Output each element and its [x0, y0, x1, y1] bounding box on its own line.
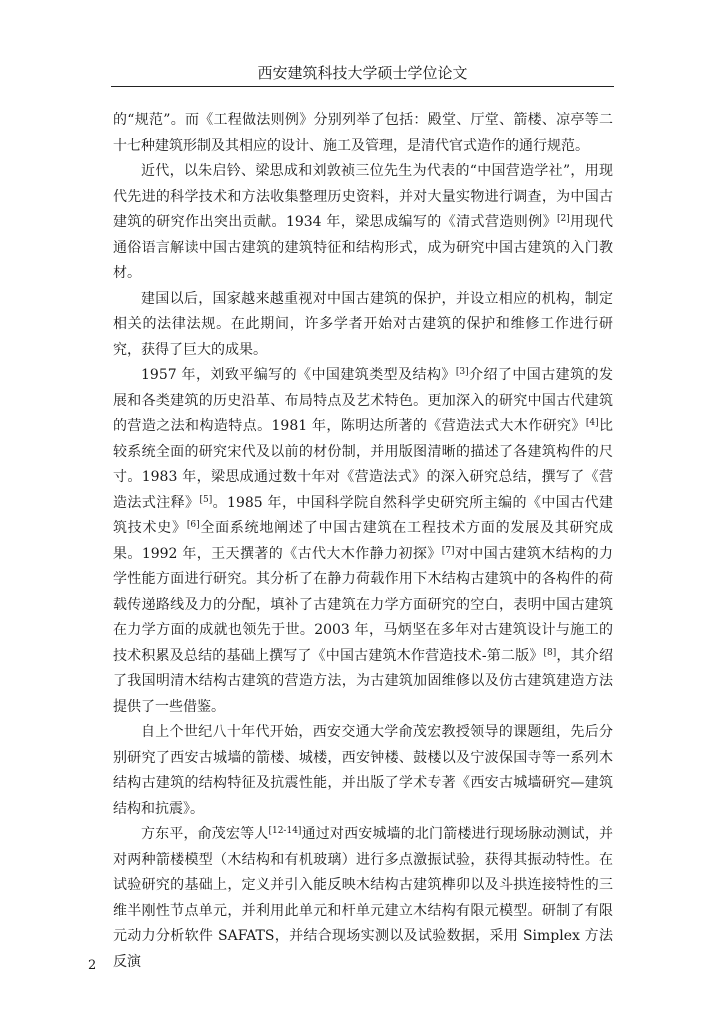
- paragraph-5-text: 自上个世纪八十年代开始，西安交通大学俞茂宏教授领导的课题组，先后分别研究了西安古城墙的箭楼、城楼，西安钟楼、鼓楼以及宁波保国寺等一系列木结构古建筑的结构特征及抗震性能，并出版了学术专著《西安古城墙研究—建筑结构和抗震》。: [113, 724, 613, 817]
- paragraph-4-text: 介绍了中国古建筑的发展和各类建筑的历史沿革、布局特点及艺术特色。更加深入的研究中国古代建筑的营造之法和构造特点。1981 年，陈明达所著的《营造法式大木作研究》: [113, 367, 613, 434]
- paragraph-4-text: 。1985 年，中国科学院自然科学史研究所主编的《中国古代建筑技术史》: [113, 494, 614, 536]
- paragraph-2-text-cont: 用现代通俗语言解读中国古建筑的建筑特征和结构形式，成为研究中国古建筑的入门教材。: [113, 214, 614, 281]
- paragraph-1-text: 的“规范”。而《工程做法则例》分别列举了包括：殿堂、厅堂、箭楼、凉亭等二十七种建筑形制及其相应的设计、施工及管理，是清代官式造作的通行规范。: [113, 112, 613, 154]
- paragraph-4-text: 1957 年，刘致平编写的《中国建筑类型及结构》: [141, 367, 456, 383]
- paragraph-6-text-cont: 通过对西安城墙的北门箭楼进行现场脉动测试，并对两种箭楼模型（木结构和有机玻璃）进行多点激振试验，获得其振动特性。在试验研究的基础上，定义并引入能反映木结构古建筑榫卯以及斗拱连接特性的三维半刚性节点单元，并利用此单元和杆单元建立木结构有限元模型。研制了有限元动力分析软件 SAFATS，并结合现场实测以及试验数据，采用 Simplex 方法反演: [113, 826, 614, 970]
- paragraph-5: [113, 720, 613, 822]
- running-header: [111, 60, 614, 87]
- paragraph-4-text: 对中国古建筑木结构的力学性能方面进行研究。其分析了在静力荷载作用下木结构古建筑中的各构件的荷载传递路线及力的分配，填补了古建筑在力学方面研究的空白，表明中国古建筑在力学方面的成就也领先于世。2003 年，马炳坚在多年对古建筑设计与施工的技术积累及总结的基础上撰写了《中国古建筑木作营造技术-第二版》: [113, 545, 614, 664]
- thesis-header-title: 西安建筑科技大学硕士学位论文: [257, 64, 468, 82]
- paragraph-3: [113, 287, 613, 364]
- paragraph-6: [113, 822, 613, 975]
- paragraph-2: [113, 159, 613, 287]
- paragraph-4: [113, 363, 613, 720]
- citation-ref: [4]: [585, 418, 599, 428]
- citation-ref: [6]: [186, 520, 200, 530]
- citation-ref: [5]: [199, 494, 213, 505]
- paragraph-3-text: 建国以后，国家越来越重视对中国古建筑的保护，并设立相应的机构，制定相关的法律法规。在此期间，许多学者开始对古建筑的保护和维修工作进行研究，获得了巨大的成果。: [113, 290, 613, 358]
- citation-ref: [3]: [455, 367, 469, 377]
- citation-ref: [2]: [557, 214, 570, 224]
- paragraph-6-text: 方东平，俞茂宏等人: [141, 826, 269, 842]
- paragraph-4-text: 比较系统全面的研究宋代及以前的材份制，并用版图清晰的描述了各建筑构件的尺寸。1983 年，梁思成通过数十年对《营造法式》的深入研究总结，撰写了《营造法式注释》: [113, 418, 614, 511]
- paragraph-2-text: 近代，以朱启钤、梁思成和刘敦祯三位先生为代表的“中国营造学社”，用现代先进的科学技术和方法收集整理历史资料，并对大量实物进行调查，为中国古建筑的研究作出突出贡献。1934 年，梁思成编写的《清式营造则例》: [113, 163, 613, 230]
- page-number: 2: [88, 958, 97, 973]
- body-text: [113, 108, 613, 975]
- citation-ref: [12-14]: [268, 826, 302, 836]
- citation-ref: [8]: [543, 647, 557, 658]
- citation-ref: [7]: [441, 545, 455, 556]
- paragraph-1: [113, 108, 613, 159]
- paragraph-4-text: ，其介绍了我国明清木结构古建筑的营造方法，为古建筑加固维修以及仿古建筑建造方法提供了一些借鉴。: [113, 647, 613, 715]
- paragraph-4-text: 全面系统地阐述了中国古建筑在工程技术方面的发展及其研究成果。1992 年，王天撰著的《古代大木作静力初探》: [113, 520, 614, 562]
